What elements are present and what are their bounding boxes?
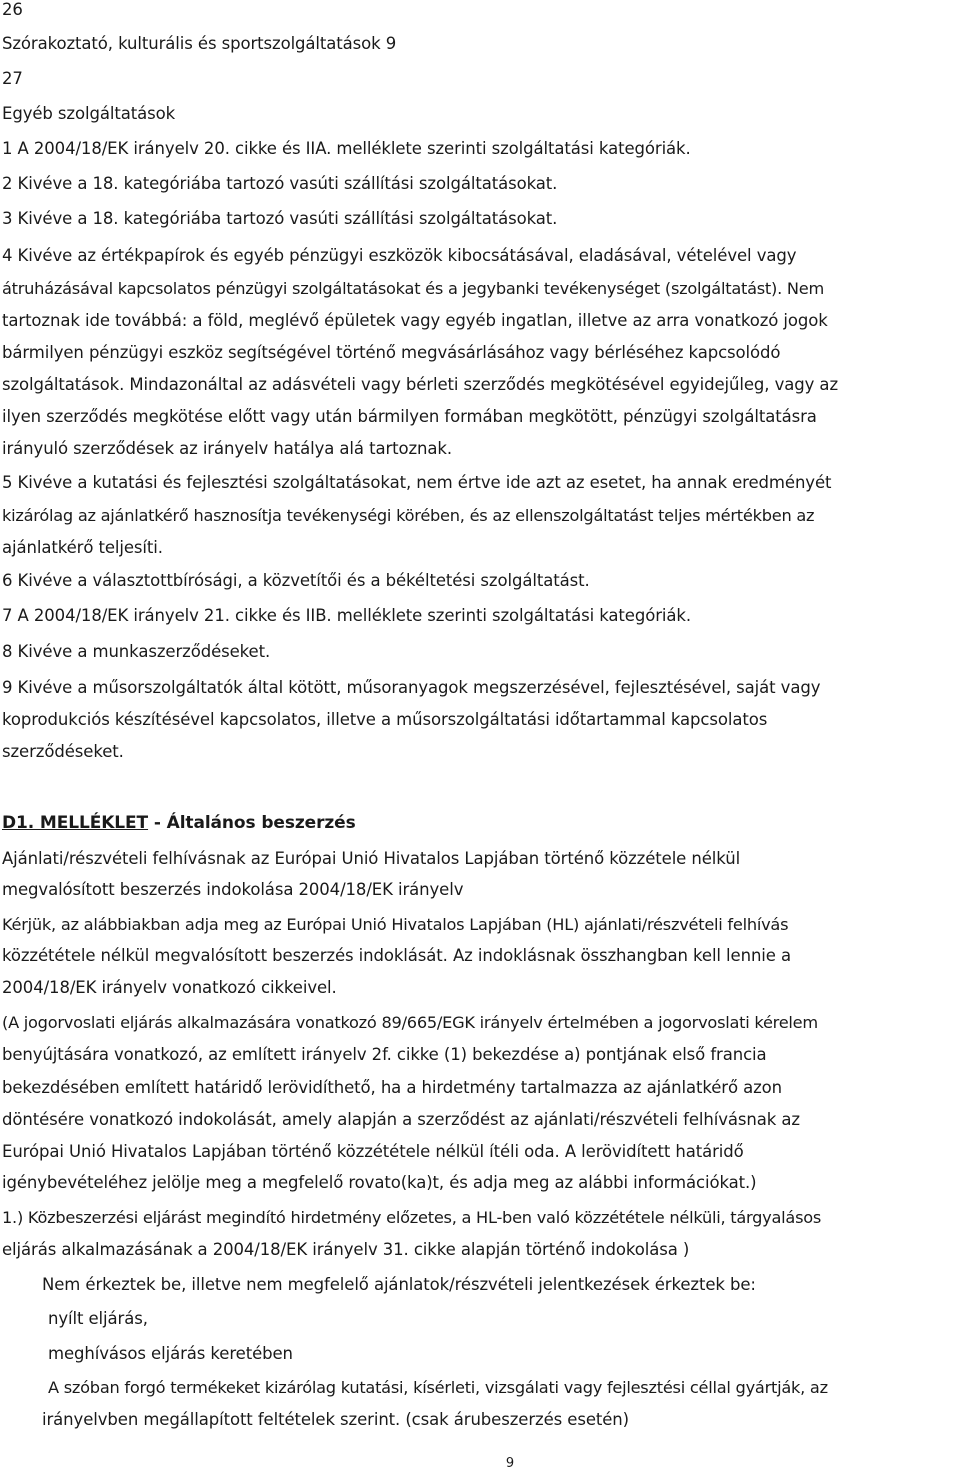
footnote-2: 2 Kivéve a 18. kategóriába tartozó vasúti szállítási szolgáltatásokat. [2, 174, 558, 193]
category-label: Egyéb szolgáltatások [2, 104, 176, 123]
footnote-4-line: irányuló szerződések az irányelv hatálya alá tartoznak. [2, 439, 453, 458]
footnote-4-line: bármilyen pénzügyi eszköz segítségével történő megvásárlásához vagy bérléséhez kapcsolódó [2, 343, 781, 362]
note-line: Európai Unió Hivatalos Lapjában történő közzététele nélkül ítéli oda. A lerövidített határidő [2, 1142, 744, 1161]
heading-rest: - Általános beszerzés [148, 813, 356, 833]
footnote-8: 8 Kivéve a munkaszerződéseket. [2, 642, 271, 661]
item-1-line: eljárás alkalmazásának a 2004/18/EK irányelv 31. cikke alapján történő indokolása ) [2, 1240, 690, 1259]
note-line: (A jogorvoslati eljárás alkalmazására vonatkozó 89/665/EGK irányelv értelmében a jogorvoslati kérelem [2, 1013, 818, 1032]
option-research-products-cont: irányelvben megállapított feltételek szerint. (csak árubeszerzés esetén) [42, 1410, 629, 1429]
subtitle-line: megvalósított beszerzés indokolása 2004/18/EK irányelv [2, 880, 464, 899]
category-label: Szórakoztató, kulturális és sportszolgáltatások 9 [2, 34, 397, 53]
footnote-5-line: ajánlatkérő teljesíti. [2, 538, 163, 557]
footnote-5-line: 5 Kivéve a kutatási és fejlesztési szolgáltatásokat, nem értve ide azt az esetet, ha annak eredményét [2, 473, 832, 492]
subtitle-line: Ajánlati/részvételi felhívásnak az Európai Unió Hivatalos Lapjában történő közzétele nélkül [2, 849, 741, 868]
category-number: 27 [2, 69, 23, 88]
footnote-3: 3 Kivéve a 18. kategóriába tartozó vasúti szállítási szolgáltatásokat. [2, 209, 558, 228]
instruction-line: 2004/18/EK irányelv vonatkozó cikkeivel. [2, 978, 337, 997]
footnote-4-line: szolgáltatások. Mindazonáltal az adásvételi vagy bérleti szerződés megkötésével egyidejűleg, vagy az [2, 375, 839, 394]
footnote-7: 7 A 2004/18/EK irányelv 21. cikke és IIB. melléklete szerinti szolgáltatási kategóriák. [2, 606, 691, 625]
note-line: döntésére vonatkozó indokolását, amely alapján a szerződést az ajánlati/részvételi felhívásnak az [2, 1110, 800, 1129]
category-number: 26 [2, 0, 23, 19]
heading-prefix: D1. MELLÉKLET [2, 813, 149, 833]
footnote-4-line: ilyen szerződés megkötése előtt vagy után bármilyen formában megkötött, pénzügyi szolgáltatásra [2, 407, 817, 426]
footnote-4-line: átruházásával kapcsolatos pénzügyi szolgáltatásokat és a jegybanki tevékenységet (szolgáltatást). Nem [2, 279, 824, 298]
footnote-4-line: 4 Kivéve az értékpapírok és egyéb pénzügyi eszközök kibocsátásával, eladásával, vételével vagy [2, 246, 797, 265]
note-line: igénybevételéhez jelölje meg a megfelelő rovato(ka)t, és adja meg az alábbi információkat.) [2, 1173, 757, 1192]
section-heading [2, 813, 356, 833]
instruction-line: közzététele nélkül megvalósított beszerzés indoklását. Az indoklásnak összhangban kell lennie a [2, 946, 791, 965]
item-1-line: 1.) Közbeszerzési eljárást megindító hirdetmény előzetes, a HL-ben való közzététele nélküli, tárgyalásos [2, 1208, 822, 1227]
option-open-procedure: nyílt eljárás, [48, 1309, 148, 1328]
footnote-9-line: szerződéseket. [2, 742, 124, 761]
option-research-products: A szóban forgó termékeket kizárólag kutatási, kísérleti, vizsgálati vagy fejlesztési céllal gyártják, az [48, 1378, 828, 1397]
option-restricted-procedure: meghívásos eljárás keretében [48, 1344, 293, 1363]
note-line: bekezdésében említett határidő lerövidíthető, ha a hirdetmény tartalmazza az ajánlatkérő azon [2, 1078, 783, 1097]
note-line: benyújtására vonatkozó, az említett irányelv 2f. cikke (1) bekezdése a) pontjának első francia [2, 1045, 767, 1064]
page-number: 9 [505, 1456, 515, 1471]
footnote-6: 6 Kivéve a választottbírósági, a közvetítői és a békéltetési szolgáltatást. [2, 571, 590, 590]
instruction-line: Kérjük, az alábbiakban adja meg az Európai Unió Hivatalos Lapjában (HL) ajánlati/részvételi felhívás [2, 915, 789, 934]
footnote-5-line: kizárólag az ajánlatkérő hasznosítja tevékenységi körében, és az ellenszolgáltatást teljes mértékben az [2, 506, 815, 525]
option-no-suitable-tenders: Nem érkeztek be, illetve nem megfelelő ajánlatok/részvételi jelentkezések érkeztek be: [42, 1275, 756, 1294]
footnote-9-line: 9 Kivéve a műsorszolgáltatók által kötött, műsoranyagok megszerzésével, fejlesztésével, saját vagy [2, 678, 821, 697]
footnote-1: 1 A 2004/18/EK irányelv 20. cikke és IIA. melléklete szerinti szolgáltatási kategóriák. [2, 139, 691, 158]
footnote-9-line: koprodukciós készítésével kapcsolatos, illetve a műsorszolgáltatási időtartammal kapcsolatos [2, 710, 768, 729]
footnote-4-line: tartoznak ide továbbá: a föld, meglévő épületek vagy egyéb ingatlan, illetve az arra vonatkozó jogok [2, 311, 828, 330]
